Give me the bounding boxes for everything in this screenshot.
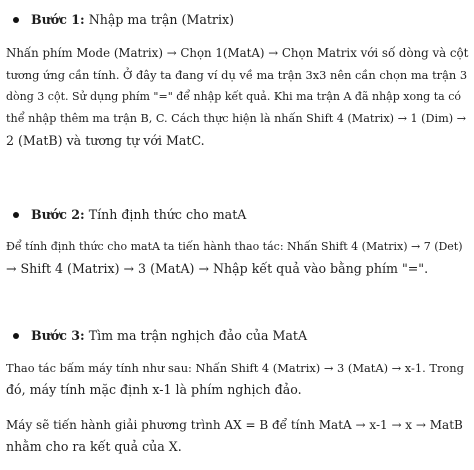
- paragraph-line: tương ứng cần tính. Ở đây ta đang ví dụ về ma trận 3x3 nên cần chọn ma trận 3: [6, 68, 468, 82]
- paragraph-line: Thao tác bấm máy tính như sau: Nhấn Shift 4 (Matrix) → 3 (MatA) → x-1. Trong: [6, 361, 464, 375]
- step3-heading: [13, 328, 307, 344]
- paragraph-line: Để tính định thức cho matA ta tiến hành thao tác: Nhấn Shift 4 (Matrix) → 7 (Det): [6, 240, 463, 253]
- step2-heading: [13, 207, 246, 223]
- step3-paragraph-2: [6, 414, 468, 458]
- step2-paragraph: [6, 236, 468, 280]
- step2-title: Tính định thức cho matA: [88, 207, 247, 222]
- paragraph-line: Máy sẽ tiến hành giải phương trình AX = B để tính MatA → x-1 → x → MatB: [6, 418, 463, 432]
- paragraph-line: 2 (MatB) và tương tự với MatC.: [6, 133, 205, 148]
- paragraph-line: đó, máy tính mặc định x-1 là phím nghịch đảo.: [6, 382, 302, 397]
- step1-title: Nhập ma trận (Matrix): [88, 12, 234, 27]
- bullet-icon: [13, 212, 19, 218]
- step3-label: Bước 3:: [31, 328, 85, 343]
- bullet-icon: [13, 17, 19, 23]
- bullet-icon: [13, 333, 19, 339]
- step1-label: Bước 1:: [31, 12, 85, 27]
- step3-paragraph-1: [6, 357, 468, 401]
- paragraph-line: → Shift 4 (Matrix) → 3 (MatA) → Nhập kết quả vào bằng phím "=".: [6, 261, 429, 276]
- step2-label: Bước 2:: [31, 207, 85, 222]
- paragraph-line: nhằm cho ra kết quả của X.: [6, 439, 182, 454]
- paragraph-line: thể nhập thêm ma trận B, C. Cách thực hiện là nhấn Shift 4 (Matrix) → 1 (Dim) →: [6, 112, 466, 125]
- paragraph-line: Nhấn phím Mode (Matrix) → Chọn 1(MatA) → Chọn Matrix với số dòng và cột: [6, 46, 469, 60]
- step1-heading: [13, 12, 234, 28]
- step1-paragraph: [6, 42, 468, 152]
- step3-title: Tìm ma trận nghịch đảo của MatA: [88, 328, 308, 343]
- paragraph-line: dòng 3 cột. Sử dụng phím "=" để nhập kết quả. Khi ma trận A đã nhập xong ta có: [6, 90, 461, 103]
